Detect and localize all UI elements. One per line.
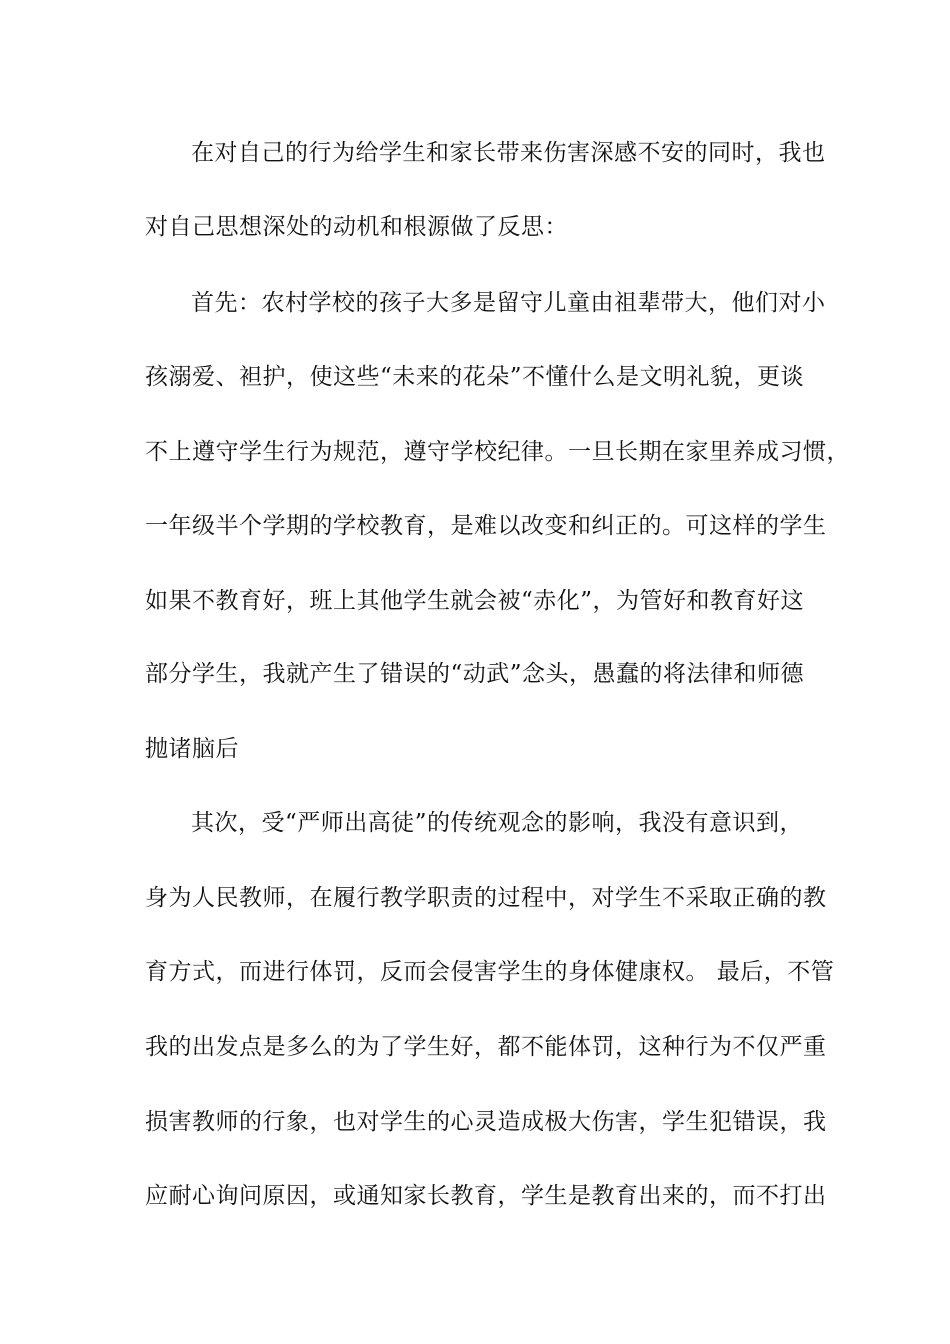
text-line: 部分学生，我就产生了错误的“动武”念头，愚蠢的将法律和师德: [145, 661, 805, 687]
text-line: 抛诸脑后: [145, 736, 239, 762]
text-line: 对自己思想深处的动机和根源做了反思：: [145, 214, 568, 240]
text-line: 损害教师的行象，也对学生的心灵造成极大伤害，学生犯错误，我: [145, 1109, 827, 1135]
text-line: 如果不教育好，班上其他学生就会被“赤化”，为管好和教育好这: [145, 588, 805, 614]
text-line: 首先：农村学校的孩子大多是留守儿童由祖辈带大，他们对小: [191, 290, 826, 316]
text-line: 一年级半个学期的学校教育，是难以改变和纠正的。可这样的学生: [145, 513, 827, 539]
text-line: 应耐心询问原因，或通知家长教育，学生是教育出来的，而不打出: [145, 1183, 827, 1209]
text-line: 其次，受“严师出高徒”的传统观念的影响，我没有意识到，: [191, 810, 804, 836]
text-line: 在对自己的行为给学生和家长带来伤害深感不安的同时，我也: [191, 140, 826, 166]
text-line: 不上遵守学生行为规范，遵守学校纪律。一旦长期在家里养成习惯，: [145, 439, 850, 465]
text-line: 我的出发点是多么的为了学生好，都不能体罚，这种行为不仅严重: [145, 1034, 827, 1060]
text-line: 身为人民教师，在履行教学职责的过程中，对学生不采取正确的教: [145, 885, 827, 911]
text-line: 孩溺爱、袒护，使这些“未来的花朵”不懂什么是文明礼貌，更谈: [145, 364, 805, 390]
text-line: 育方式，而进行体罚，反而会侵害学生的身体健康权。 最后，不管: [145, 959, 835, 985]
